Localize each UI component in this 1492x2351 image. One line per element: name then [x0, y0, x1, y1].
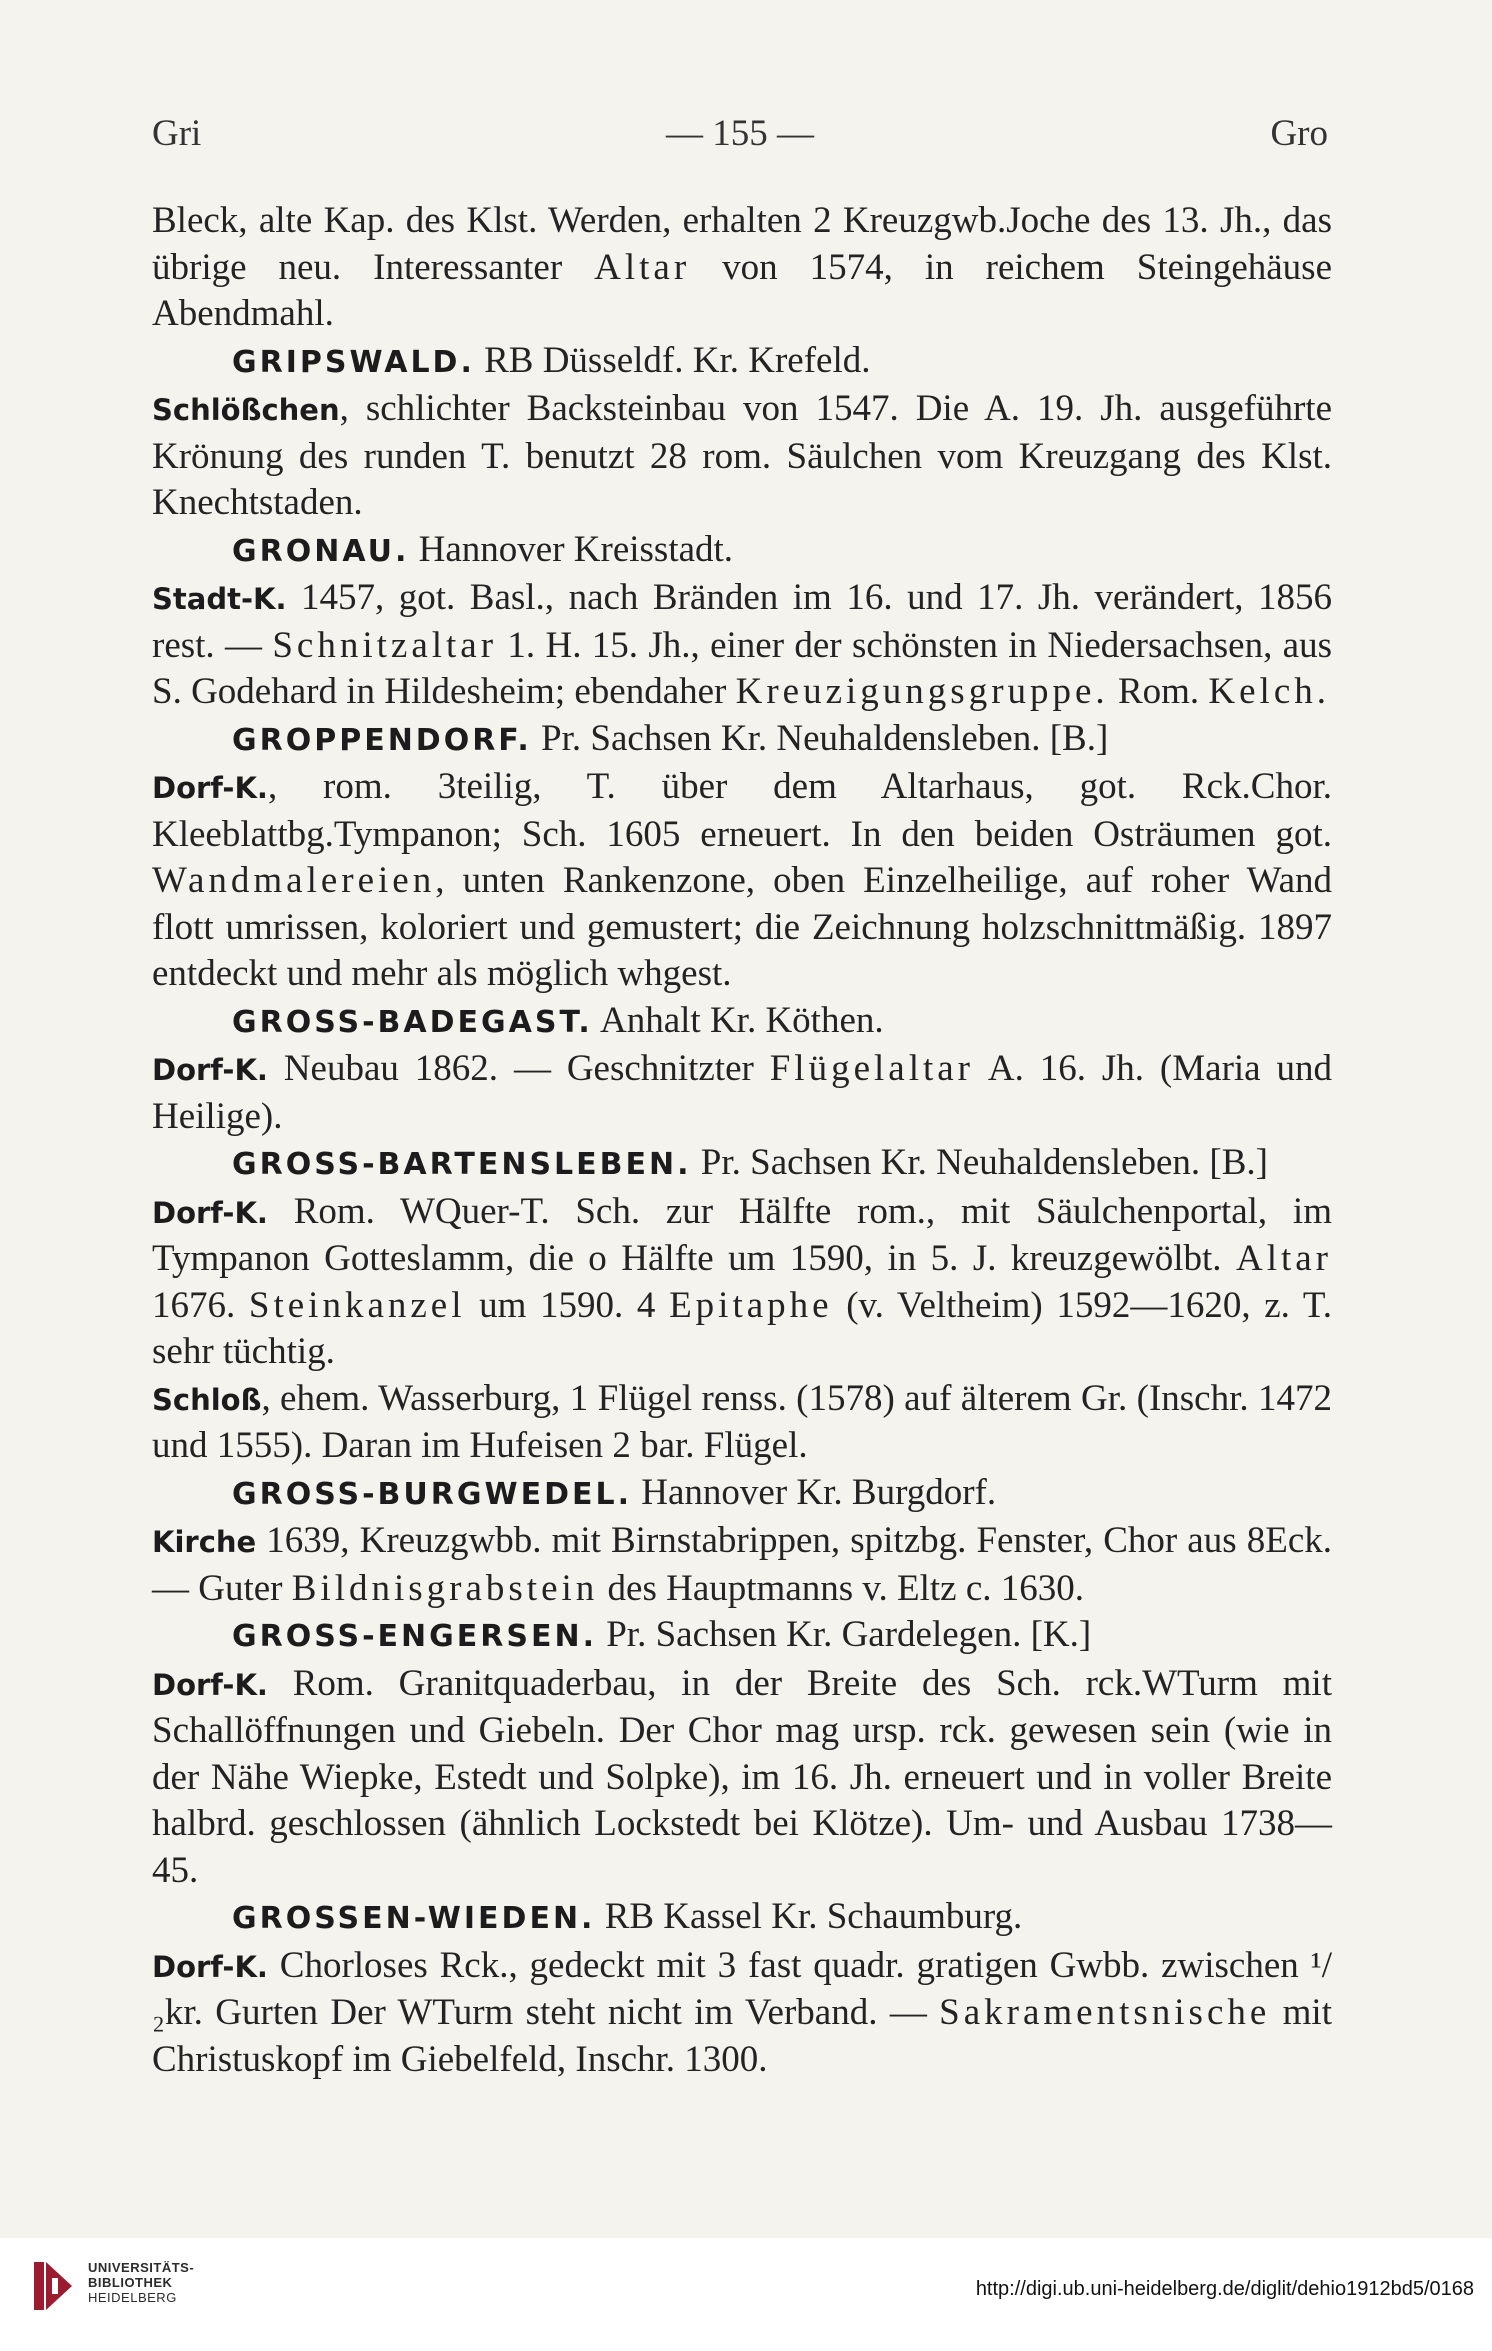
entry-headword-line: GROSS-BARTENSLEBEN. Pr. Sachsen Kr. Neuhaldensleben. [B.] [232, 1142, 1268, 1183]
entry-paragraph: Dorf-K. Rom. Granitquaderbau, in der Breite des Sch. rck.WTurm mit Schallöffnungen und Giebeln. Der Chor mag ursp. rck. gewesen sein (wie in der Nähe Wiepke, Estedt und Solpke), im 16. Jh. erneuert und in voller Breite halbrd. geschlossen (ähnlich Lockstedt bei Klötze). Um- und Ausbau 1738—45. [152, 1662, 1332, 1891]
entry-paragraph: Dorf-K. Chorloses Rck., gedeckt mit 3 fast quadr. gratigen Gwbb. zwischen ¹/₂kr. Gurten Der WTurm steht nicht im Verband. — Sakramentsnische mit Christuskopf im Giebelfeld, Inschr. 1300. [152, 1944, 1332, 2080]
entry-headword-line: GROSS-ENGERSEN. Pr. Sachsen Kr. Gardelegen. [K.] [232, 1614, 1092, 1655]
headword: GROSS-BARTENSLEBEN. [232, 1147, 692, 1182]
headword: GROSS-BADEGAST. [232, 1004, 593, 1040]
library-name: UNIVERSITÄTS- BIBLIOTHEK HEIDELBERG [88, 2260, 195, 2305]
entry-headword-line: GRONAU. Hannover Kreisstadt. [232, 528, 734, 570]
library-logo-icon [32, 2256, 76, 2316]
entry-headword-line: GROSS-BADEGAST. Anhalt Kr. Köthen. [232, 999, 884, 1041]
paragraph-continuation: Bleck, alte Kap. des Klst. Werden, erhalten 2 Kreuzgwb.Joche des 13. Jh., das übrige neu. Interessanter Altar von 1574, in reichem Steingehäuse Abendmahl. [152, 200, 1332, 334]
entry-headword-line: GROSSEN-WIEDEN. RB Kassel Kr. Schaumburg. [232, 1896, 1023, 1937]
entry-paragraph: Kirche 1639, Kreuzgwbb. mit Birnstabrippen, spitzbg. Fenster, Chor aus 8Eck. — Guter Bildnisgrabstein des Hauptmanns v. Eltz c. 1630. [152, 1520, 1332, 1609]
keyword: Schlößchen [152, 393, 340, 427]
keyword: Schloß [152, 1382, 262, 1417]
running-head [152, 112, 1328, 162]
headword: GROPPENDORF. [232, 722, 532, 758]
entry-paragraph: Schloß, ehem. Wasserburg, 1 Flügel renss. (1578) auf älterem Gr. (Inschr. 1472 und 1555). Daran im Hufeisen 2 bar. Flügel. [152, 1377, 1332, 1466]
running-head-right: Gro [1270, 113, 1328, 154]
entry-paragraph: Dorf-K. Rom. WQuer-T. Sch. zur Hälfte rom., mit Säulchenportal, im Tympanon Gotteslamm, die o Hälfte um 1590, in 5. J. kreuzgewölbt. Altar 1676. Steinkanzel um 1590. 4 Epitaphe (v. Veltheim) 1592—1620, z. T. sehr tüchtig. [152, 1190, 1333, 1372]
keyword: Dorf-K. [152, 1949, 268, 1984]
headword: GROSSEN-WIEDEN. [232, 1901, 596, 1936]
keyword: Stadt-K. [152, 582, 287, 616]
entry-paragraph: Stadt-K. 1457, got. Basl., nach Bränden im 16. und 17. Jh. verändert, 1856 rest. — Schnitzaltar 1. H. 15. Jh., einer der schönsten in Niedersachsen, aus S. Godehard in Hildesheim; ebendaher Kreuzigungsgruppe. Rom. Kelch. [152, 577, 1332, 712]
entry-paragraph: Schlößchen, schlichter Backsteinbau von 1547. Die A. 19. Jh. ausgeführte Krönung des runden T. benutzt 28 rom. Säulchen vom Kreuzgang des Klst. Knechtstaden. [152, 388, 1332, 523]
keyword: Dorf-K. [152, 1667, 268, 1702]
entry-paragraph: Dorf-K., rom. 3teilig, T. über dem Altarhaus, got. Rck.Chor. Kleeblattbg.Tympanon; Sch. 1605 erneuert. In den beiden Osträumen got. Wandmalereien, unten Rankenzone, oben Einzelheilige, auf roher Wand flott umrissen, koloriert und gemustert; die Zeichnung holzschnittmäßig. 1897 entdeckt und mehr als möglich whgest. [152, 766, 1332, 994]
keyword: Dorf-K. [152, 771, 268, 805]
keyword: Kirche [152, 1525, 257, 1559]
headword: GROSS-ENGERSEN. [232, 1619, 597, 1654]
library-footer [0, 2238, 1492, 2351]
headword: GROSS-BURGWEDEL. [232, 1476, 632, 1512]
headword: GRONAU. [232, 533, 410, 569]
entry-paragraph: Dorf-K. Neubau 1862. — Geschnitzter Flügelaltar A. 16. Jh. (Maria und Heilige). [152, 1048, 1332, 1137]
page-body-text [152, 198, 1332, 2083]
running-head-left: Gri [152, 113, 202, 154]
entry-headword-line: GROPPENDORF. Pr. Sachsen Kr. Neuhaldensleben. [B.] [232, 717, 1109, 759]
entry-headword-line: GRIPSWALD. RB Düsseldf. Kr. Krefeld. [232, 339, 871, 381]
keyword: Dorf-K. [152, 1053, 268, 1087]
source-url-link[interactable]: http://digi.ub.uni-heidelberg.de/diglit/dehio1912bd5/0168 [975, 2278, 1474, 2300]
headword: GRIPSWALD. [232, 344, 475, 380]
keyword: Dorf-K. [152, 1195, 268, 1230]
entry-headword-line: GROSS-BURGWEDEL. Hannover Kr. Burgdorf. [232, 1471, 997, 1513]
page-number: — 155 — [666, 113, 814, 154]
